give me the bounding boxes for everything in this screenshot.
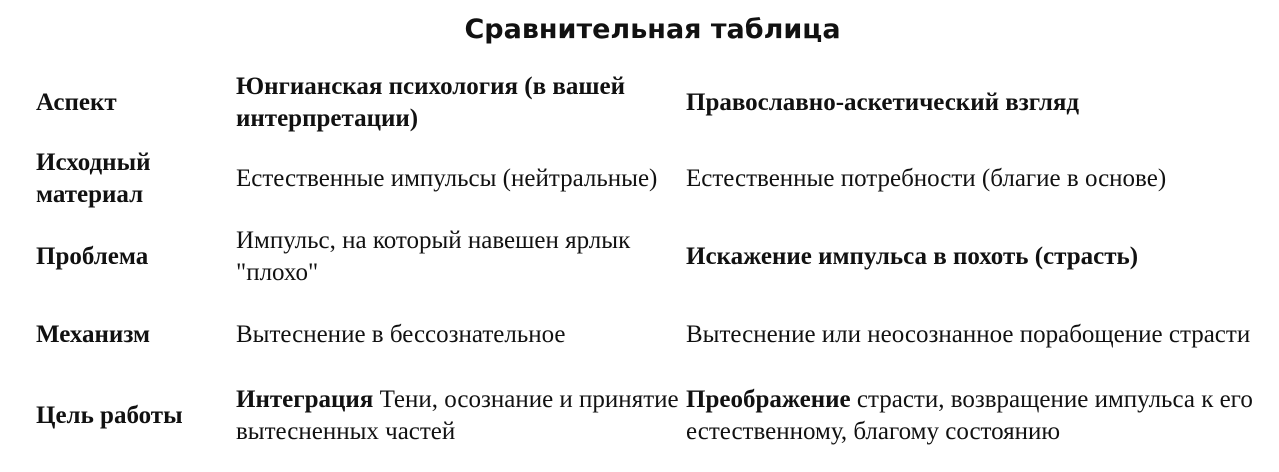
row-jungian: Вытеснение в бессознательное bbox=[236, 321, 566, 348]
table-header-row bbox=[36, 66, 1276, 140]
row-orthodox: Естественные потребности (благие в основе) bbox=[686, 165, 1167, 192]
row-aspect: Проблема bbox=[36, 243, 149, 270]
row-aspect: Исходный материал bbox=[36, 149, 151, 208]
row-jungian bbox=[236, 374, 686, 458]
row-jungian: Естественные импульсы (нейтральные) bbox=[236, 165, 658, 192]
comparison-table bbox=[36, 66, 1276, 458]
header-jungian: Юнгианская психология (в вашей интерпретации) bbox=[236, 73, 625, 132]
row-aspect: Цель работы bbox=[36, 402, 183, 429]
table-row bbox=[36, 296, 1276, 374]
row-orthodox: Вытеснение или неосознанное порабощение страсти bbox=[686, 321, 1251, 348]
table-row bbox=[36, 374, 1276, 458]
row-aspect: Механизм bbox=[36, 321, 151, 348]
table-row bbox=[36, 140, 1276, 218]
row-orthodox bbox=[686, 374, 1276, 458]
body-text: Тени, осознание и принятие вытесненных частей bbox=[236, 386, 679, 445]
row-jungian: Импульс, на который навешен ярлык "плохо" bbox=[236, 227, 631, 286]
table-row bbox=[36, 218, 1276, 296]
header-aspect: Аспект bbox=[36, 89, 117, 116]
emphasis-text: Преображение bbox=[686, 386, 851, 413]
header-orthodox: Православно-аскетический взгляд bbox=[686, 89, 1080, 116]
page-title: Сравнительная таблица bbox=[464, 14, 841, 45]
row-orthodox: Искажение импульса в похоть (страсть) bbox=[686, 243, 1139, 270]
emphasis-text: Интеграция bbox=[236, 386, 374, 413]
body-text: страсти, возвращение импульса к его естественному, благому состоянию bbox=[686, 386, 1253, 445]
